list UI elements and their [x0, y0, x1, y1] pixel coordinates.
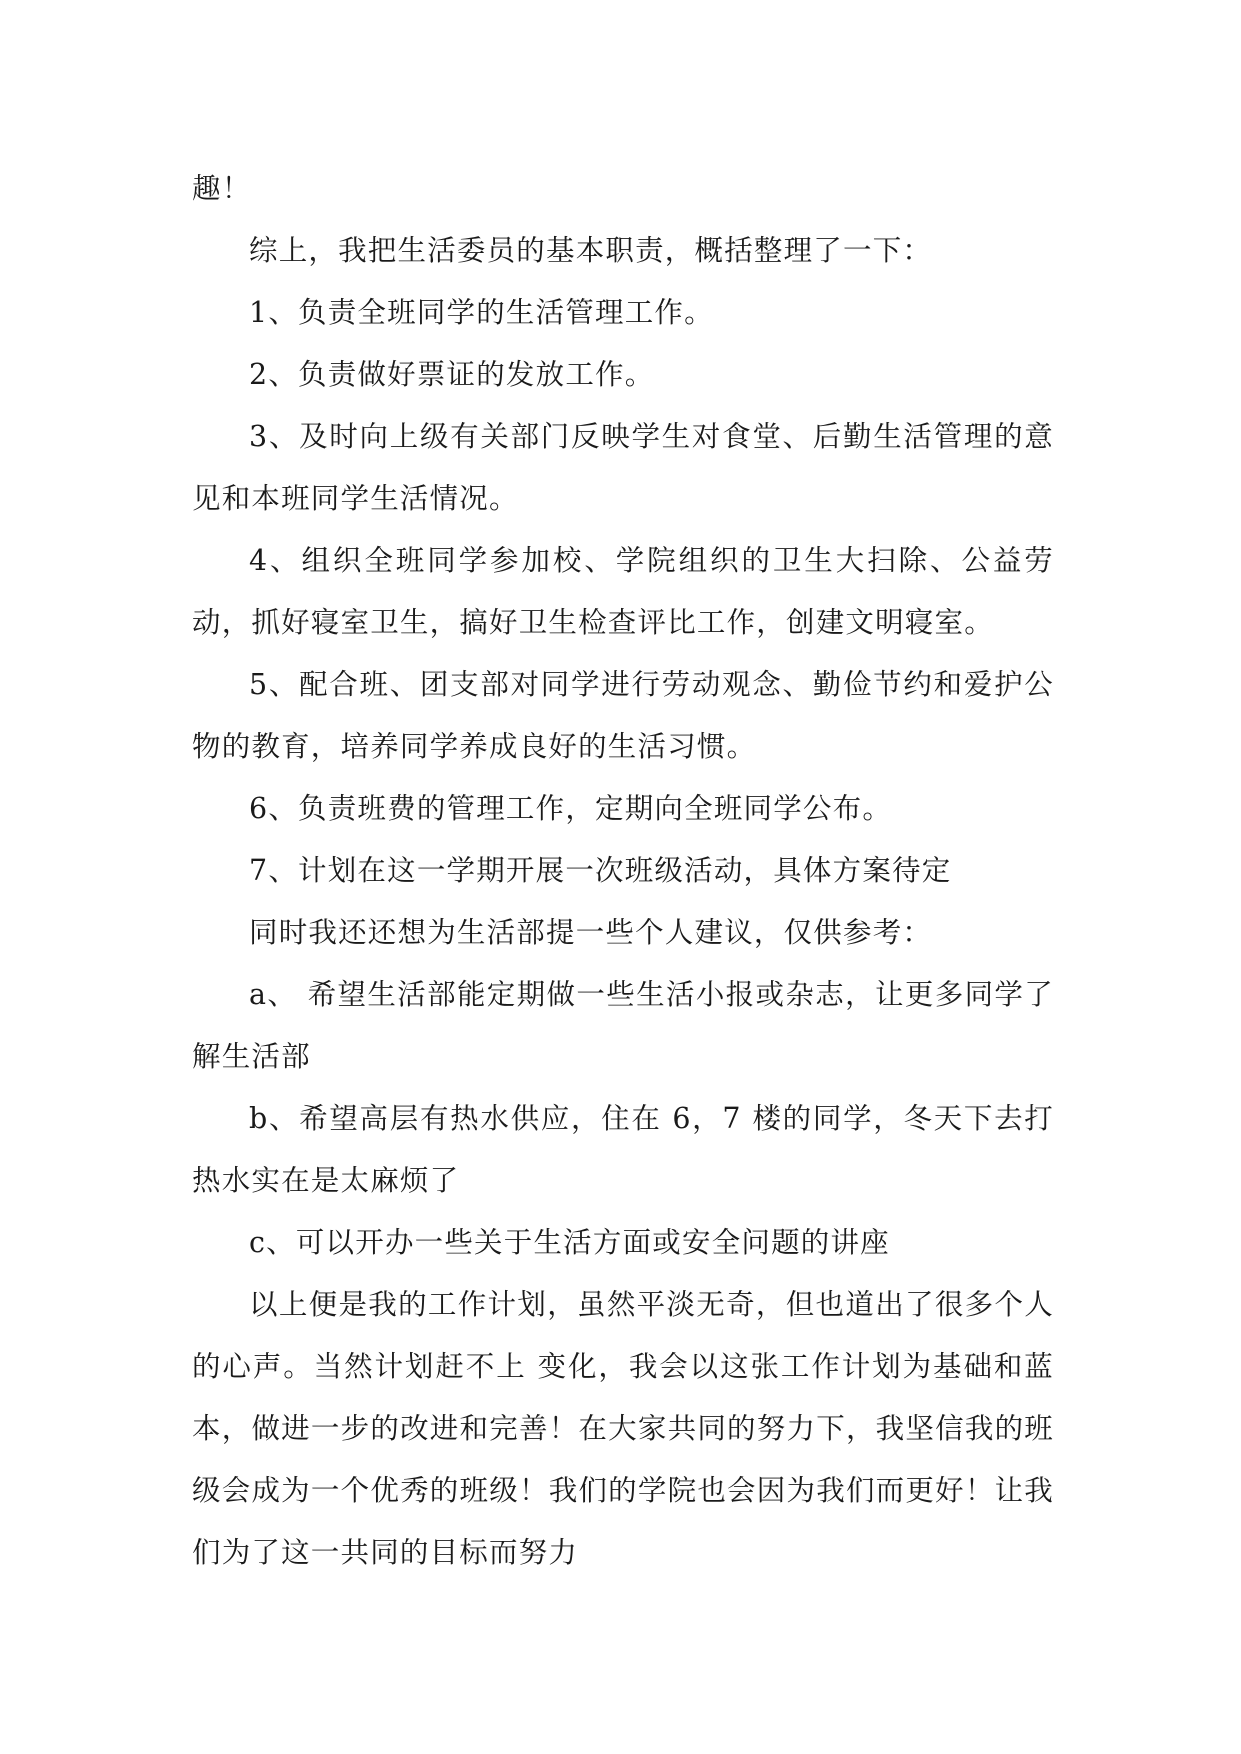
paragraph-duty-1: 1、负责全班同学的生活管理工作。 [249, 296, 714, 329]
document-body [192, 158, 1054, 1584]
paragraph-duty-4: 4、组织全班同学参加校、学院组织的卫生大扫除、公益劳动，抓好寝室卫生，搞好卫生检查评比工作，创建文明寝室。 [192, 544, 1054, 639]
paragraph-duty-5: 5、配合班、团支部对同学进行劳动观念、勤俭节约和爱护公物的教育，培养同学养成良好的生活习惯。 [192, 668, 1054, 763]
paragraph-duty-7: 7、计划在这一学期开展一次班级活动，具体方案待定 [249, 854, 952, 887]
paragraph-suggestion-b: b、希望高层有热水供应，住在 6，7 楼的同学，冬天下去打热水实在是太麻烦了 [192, 1102, 1054, 1197]
paragraph-duty-3: 3、及时向上级有关部门反映学生对食堂、后勤生活管理的意见和本班同学生活情况。 [192, 420, 1054, 515]
paragraph-summary-intro: 综上，我把生活委员的基本职责，概括整理了一下： [249, 234, 933, 267]
paragraph-continuation: 趣！ [192, 172, 252, 205]
paragraph-suggestions-intro: 同时我还还想为生活部提一些个人建议，仅供参考： [249, 916, 933, 949]
paragraph-suggestion-c: c、可以开办一些关于生活方面或安全问题的讲座 [249, 1226, 890, 1259]
paragraph-duty-2: 2、负责做好票证的发放工作。 [249, 358, 655, 391]
paragraph-duty-6: 6、负责班费的管理工作，定期向全班同学公布。 [249, 792, 893, 825]
paragraph-suggestion-a: a、 希望生活部能定期做一些生活小报或杂志，让更多同学了解生活部 [192, 978, 1054, 1073]
paragraph-conclusion: 以上便是我的工作计划，虽然平淡无奇，但也道出了很多个人的心声。当然计划赶不上 变化，我会以这张工作计划为基础和蓝本，做进一步的改进和完善！在大家共同的努力下，我坚信我的班级会成为一个优秀的班级！我们的学院也会因为我们而更好！让我们为了这一共同的目标而努力 [192, 1288, 1054, 1569]
